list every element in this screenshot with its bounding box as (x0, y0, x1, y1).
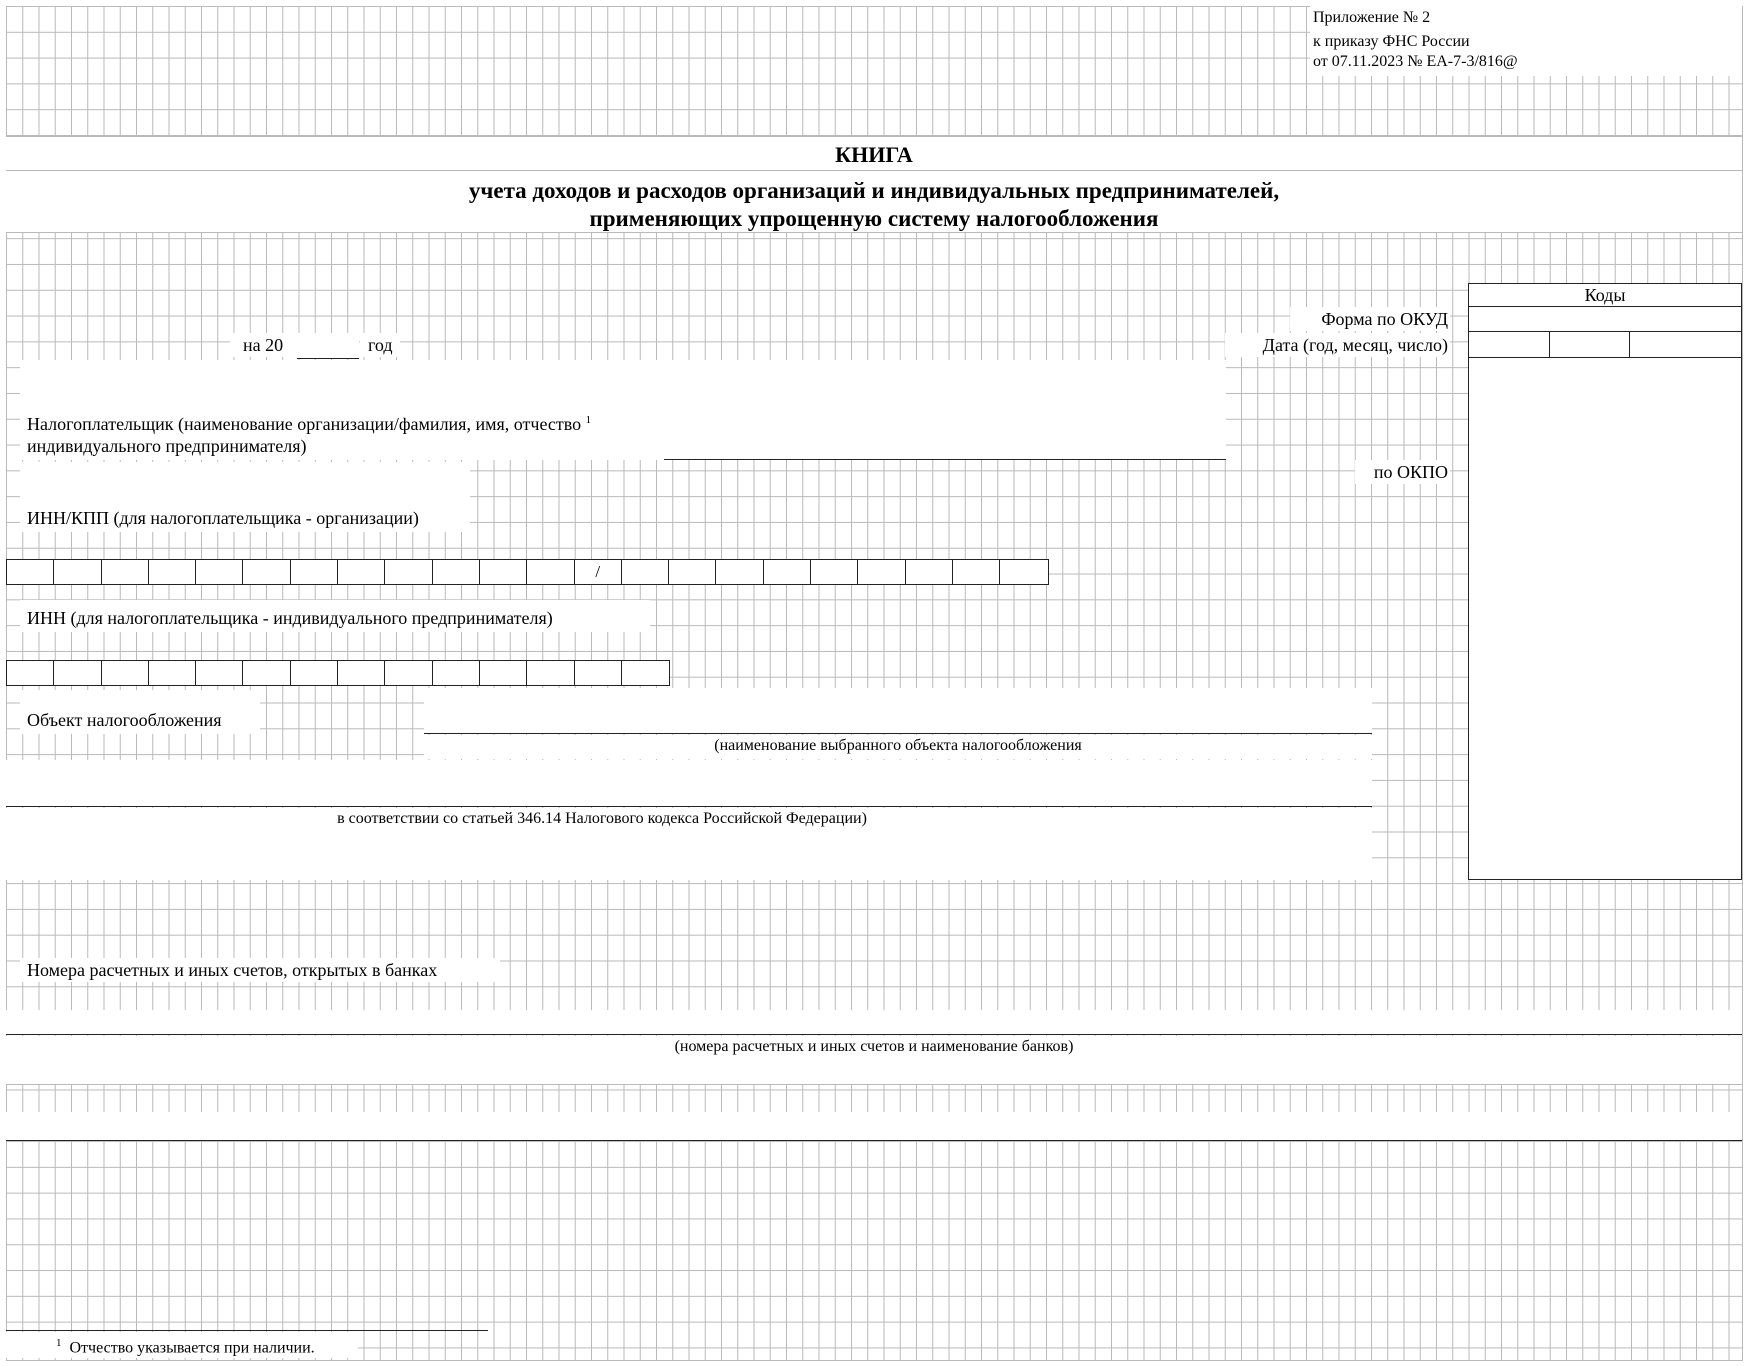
footnote-mark: 1 (56, 1337, 62, 1349)
year-input[interactable] (297, 333, 359, 359)
taxpayer-footnote-mark: 1 (585, 414, 592, 426)
book-subtitle-line-1: учета доходов и расходов организаций и индивидуальных предпринимателей, (468, 178, 1280, 203)
codes-header-box (1468, 283, 1742, 307)
order-line-2: от 07.11.2023 № ЕА-7-3/816@ (1313, 53, 1518, 70)
tax-object-basis: в соответствии со статьей 346.14 Налогового кодекса Российской Федерации) (337, 810, 867, 827)
accounts-input[interactable] (6, 1010, 1742, 1034)
taxpayer-name-input[interactable] (664, 360, 1226, 460)
date-label: Дата (год, месяц, число) (1262, 335, 1448, 355)
appendix-number: Приложение № 2 (1313, 9, 1431, 26)
year-prefix: на 20 (243, 335, 284, 355)
book-title: КНИГА (835, 142, 913, 167)
book-subtitle-line-2: применяющих упрощенную систему налогообложения (589, 206, 1159, 231)
accounts-label: Номера расчетных и иных счетов, открытых в банках (27, 960, 438, 980)
footnote: $^1$ Отчество указывается при наличии. (56, 1337, 315, 1357)
okud-code-cell[interactable] (1468, 306, 1742, 332)
inn-kpp-cells[interactable] (6, 559, 1049, 585)
order-line-1: к приказу ФНС России (1313, 33, 1470, 50)
date-code-cells[interactable] (1468, 331, 1742, 358)
inn-kpp-label: ИНН/КПП (для налогоплательщика - организации) (27, 508, 419, 528)
year-suffix: год (368, 335, 393, 355)
inn-kpp-separator: / (575, 560, 622, 584)
okpo-label: по ОКПО (1373, 462, 1448, 482)
accounts-input-2[interactable] (6, 1112, 1742, 1140)
okpo-code-cell[interactable] (1468, 357, 1742, 880)
okud-label: Форма по ОКУД (1321, 309, 1448, 329)
tax-object-input-2[interactable] (6, 760, 1372, 806)
accounts-hint: (номера расчетных и иных счетов и наименование банков) (674, 1038, 1074, 1055)
tax-object-hint: (наименование выбранного объекта налогообложения (714, 737, 1082, 754)
tax-object-input[interactable] (424, 688, 1372, 734)
inn-ip-label: ИНН (для налогоплательщика - индивидуального предпринимателя) (27, 608, 553, 628)
taxpayer-label-line-2: индивидуального предпринимателя) (27, 436, 307, 456)
codes-header: Коды (1584, 285, 1626, 305)
taxpayer-label-line-1: Налогоплательщик (наименование организации/фамилия, имя, отчество $^1$ (27, 414, 592, 434)
tax-object-label: Объект налогообложения (27, 710, 222, 730)
inn-ip-cells[interactable] (6, 660, 670, 686)
